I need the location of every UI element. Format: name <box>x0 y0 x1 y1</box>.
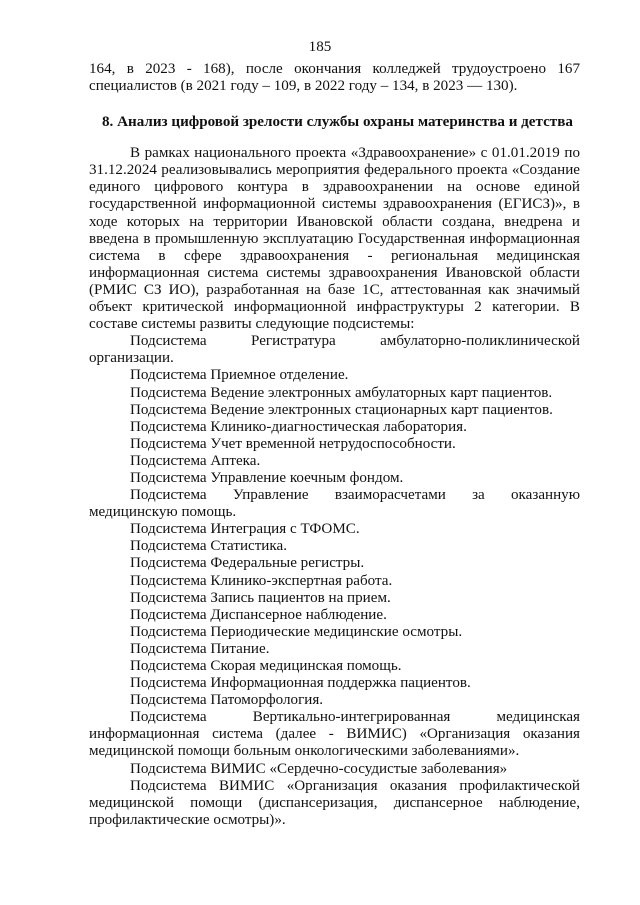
intro-paragraph: 164, в 2023 - 168), после окончания колледжей трудоустроено 167 специалистов (в 2021 году – 109, в 2022 году – 134, в 2023 — 130). <box>89 61 580 95</box>
subsystem-item: Подсистема Управление коечным фондом. <box>130 469 404 486</box>
subsystem-item: Подсистема Аптека. <box>130 452 261 469</box>
subsystem-item: Подсистема Питание. <box>130 640 270 657</box>
subsystem-item: Подсистема ВИМИС «Организация оказания профилактической медицинской помощи (диспансеризация, диспансерное наблюдение, профилактические осмотры)». <box>89 777 580 828</box>
subsystem-item: Подсистема Скорая медицинская помощь. <box>130 658 402 674</box>
subsystem-item: Подсистема Учет временной нетрудоспособности. <box>130 435 456 452</box>
subsystem-item: Подсистема Ведение электронных амбулаторных карт пациентов. <box>130 384 553 401</box>
subsystem-item: Подсистема Вертикально-интегрированная медицинская информационная система (далее - ВИМИС) «Организация оказания медицинской помощи больным онкологическими заболеваниями». <box>89 709 580 760</box>
subsystem-item: Подсистема Регистратура амбулаторно-поликлинической организации. <box>89 333 580 367</box>
subsystem-item: Подсистема Приемное отделение. <box>130 367 349 384</box>
subsystem-item: Подсистема ВИМИС «Сердечно-сосудистые заболевания» <box>130 760 508 777</box>
subsystem-item: Подсистема Клинико-экспертная работа. <box>130 572 393 589</box>
subsystem-item: Подсистема Информационная поддержка пациентов. <box>130 675 471 692</box>
subsystem-item: Подсистема Ведение электронных стационарных карт пациентов. <box>130 401 553 418</box>
subsystem-item: Подсистема Запись пациентов на прием. <box>130 589 391 606</box>
subsystem-item: Подсистема Диспансерное наблюдение. <box>130 606 387 623</box>
subsystem-item: Подсистема Управление взаиморасчетами за оказанную медицинскую помощь. <box>89 487 580 521</box>
subsystem-item: Подсистема Патоморфология. <box>130 692 324 709</box>
subsystem-item: Подсистема Федеральные регистры. <box>130 555 365 572</box>
subsystem-item: Подсистема Периодические медицинские осмотры. <box>130 623 463 640</box>
page-number: 185 <box>308 39 332 55</box>
subsystem-item: Подсистема Интеграция с ТФОМС. <box>130 521 360 538</box>
subsystem-item: Подсистема Статистика. <box>130 538 287 555</box>
subsystem-item: Подсистема Клинико-диагностическая лаборатория. <box>130 418 467 435</box>
main-paragraph: В рамках национального проекта «Здравоохранение» с 01.01.2019 по 31.12.2024 реализовывались мероприятия федерального проекта «Создание единого цифрового контура в здравоохранении на основе единой государственной информационной системы здравоохранения (ЕГИСЗ)», в ходе которых на территории Ивановской области создана, внедрена и введена в промышленную эксплуатацию Государственная информационная система в сфере здравоохранения - региональная медицинская информационная система системы здравоохранения Ивановской области (РМИС СЗ ИО), разработанная на базе 1С, аттестованная как значимый объект критической информационной инфраструктуры 2 категории. В составе системы развиты следующие подсистемы: <box>89 145 580 333</box>
section-heading: 8. Анализ цифровой зрелости службы охраны материнства и детства <box>102 114 573 131</box>
page-content <box>89 61 580 829</box>
